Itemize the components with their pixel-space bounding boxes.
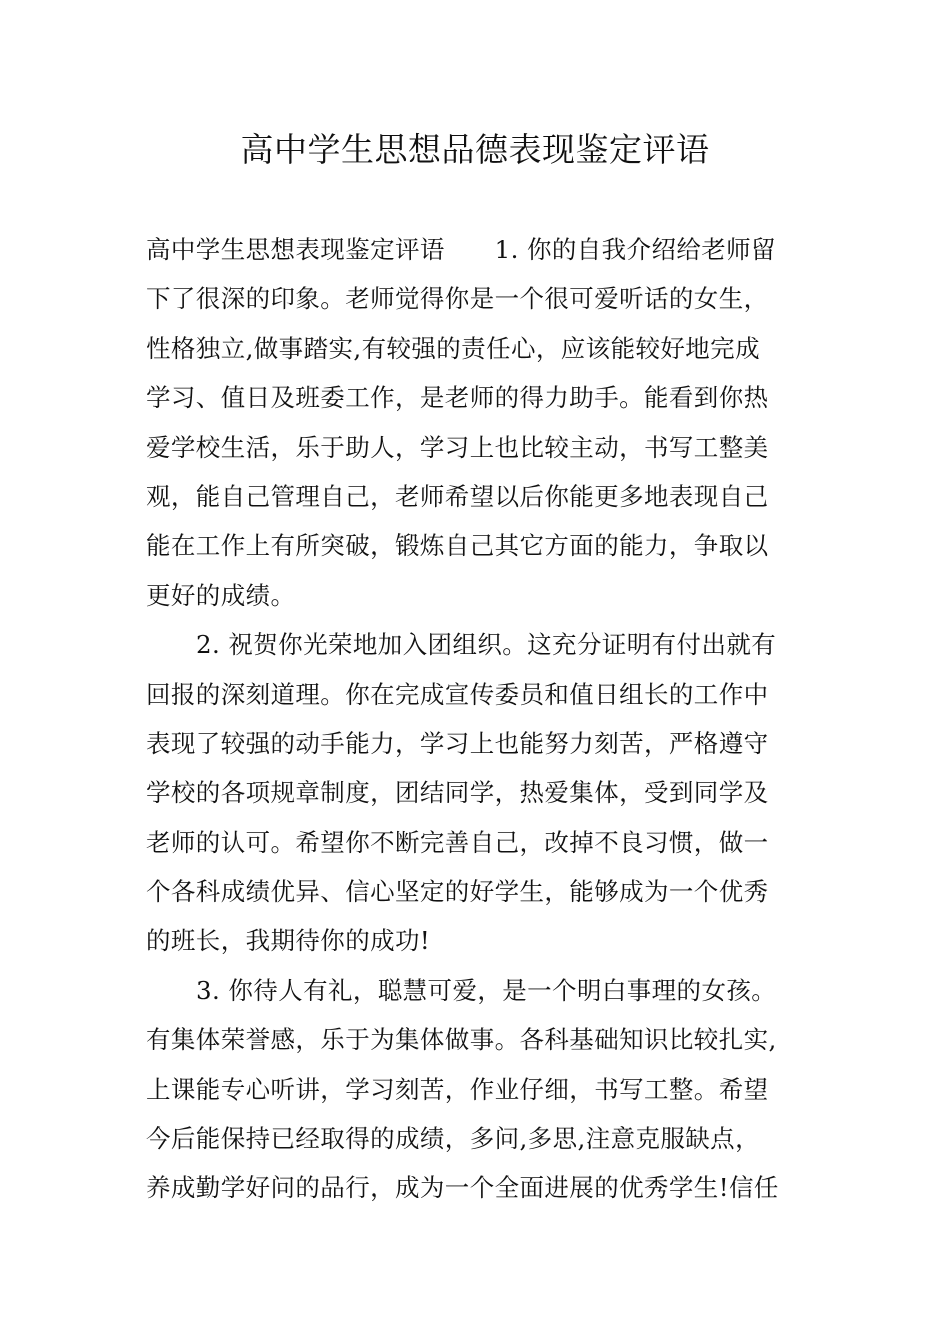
text-line: 能在工作上有所突破，锻炼自己其它方面的能力，争取以 [146,531,769,561]
text-line: 性格独立,做事踏实,有较强的责任心，应该能较好地完成 [146,333,760,363]
text-line: 回报的深刻道理。你在完成宣传委员和值日组长的工作中 [146,679,769,709]
text-line: 学校的各项规章制度，团结同学，热爱集体，受到同学及 [146,778,769,808]
text-line: 观，能自己管理自己，老师希望以后你能更多地表现自己 [146,481,769,511]
text-line: 2. 祝贺你光荣地加入团组织。这充分证明有付出就有 [196,630,777,660]
text-line: 下了很深的印象。老师觉得你是一个很可爱听话的女生， [146,284,769,314]
text-line: 老师的认可。希望你不断完善自己，改掉不良习惯，做一 [146,827,769,857]
text-line: 爱学校生活，乐于助人，学习上也比较主动，书写工整美 [146,432,769,462]
text-line: 有集体荣誉感，乐于为集体做事。各科基础知识比较扎实, [146,1025,777,1055]
text-line: 的班长，我期待你的成功! [146,926,431,956]
text-line: 今后能保持已经取得的成绩，多问,多思,注意克服缺点， [146,1124,760,1154]
document-body [146,225,808,1213]
text-line: 养成勤学好问的品行，成为一个全面进展的优秀学生!信任 [146,1173,779,1203]
text-line: 高中学生思想表现鉴定评语 1. 你的自我介绍给老师留 [146,235,776,264]
document-title: 高中学生思想品德表现鉴定评语 [240,130,710,169]
text-line: 更好的成绩。 [146,580,296,610]
text-line: 表现了较强的动手能力，学习上也能努力刻苦，严格遵守 [146,728,769,758]
text-line: 个各科成绩优异、信心坚定的好学生，能够成为一个优秀 [146,877,769,907]
text-line: 3. 你待人有礼，聪慧可爱，是一个明白事理的女孩。 [196,975,777,1005]
text-line: 学习、值日及班委工作，是老师的得力助手。能看到你热 [146,383,769,413]
text-line: 上课能专心听讲，学习刻苦，作业仔细，书写工整。希望 [146,1074,769,1104]
